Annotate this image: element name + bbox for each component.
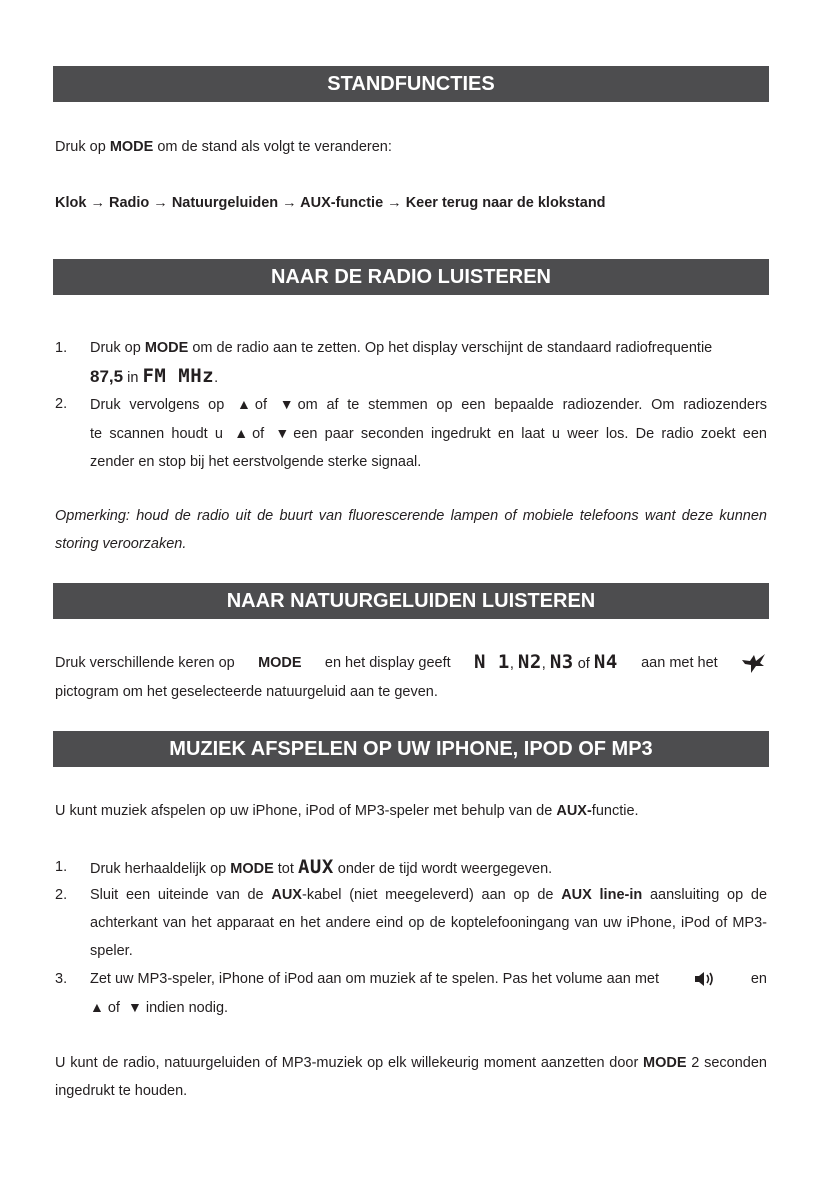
lcd-n1: N 1 [473,651,510,673]
step-number: 3. [55,971,68,987]
volume-icon [694,971,716,987]
section-heading-nature: NAAR NATUURGELUIDEN LUISTEREN [53,583,769,619]
nature-text: Druk verschillende keren op MODE en het display geeft N 1, N2, N3 of N4 aan met het pictogram om het geselecteerde natuurgeluid aan te geven. [55,648,767,706]
closing-text: U kunt de radio, natuurgeluiden of MP3-muziek op elk willekeurig moment aanzetten door MODE 2 seconden ingedrukt te houden. [55,1055,767,1099]
lcd-n4: N4 [593,651,618,673]
section-heading-standfuncties: STANDFUNCTIES [53,66,769,102]
up-arrow-icon: ▲ [237,396,251,412]
fm-mhz-display: FM MHz [142,365,215,387]
aux-step-3: Zet uw MP3-speler, iPhone of iPod aan om muziek af te spelen. Pas het volume aan met en ▲ of ▼ indien nodig. [90,965,767,1022]
mode-intro: Druk op MODE om de stand als volgt te veranderen: [55,139,392,155]
radio-note: Opmerking: houd de radio uit de buurt van fluorescerende lampen of mobiele telefoons want deze kunnen storing veroorzaken. [55,508,767,552]
step-number: 2. [55,396,68,412]
section-heading-radio: NAAR DE RADIO LUISTEREN [53,259,769,295]
section-heading-music: MUZIEK AFSPELEN OP UW IPHONE, IPOD OF MP3 [53,731,769,767]
step-number: 1. [55,859,68,875]
aux-step-2: Sluit een uiteinde van de AUX-kabel (niet meegeleverd) aan op de AUX line-in aansluiting op de achterkant van het apparaat en het andere eind op de koptelefooningang van uw iPhone, iPod of MP3-speler. [90,887,768,959]
step-number: 1. [55,340,68,356]
bird-icon [741,652,767,674]
aux-intro: U kunt muziek afspelen op uw iPhone, iPod of MP3-speler met behulp van de AUX-functie. [55,803,639,819]
radio-step-2: Druk vervolgens op ▲ of ▼ om af te stemmen op een bepaalde radiozender. Om radiozenders te scannen houdt u ▲ of ▼ een paar seconden ingedrukt en laat u weer los. De radio zoekt een zender en stop bij het eerstvolgende sterke signaal. [90,390,767,476]
up-arrow-icon: ▲ [90,999,104,1015]
aux-step-1: Druk herhaaldelijk op MODE tot AUX onder de tijd wordt weergegeven. [90,856,553,878]
frequency-value: 87,5 [90,367,124,386]
mode-sequence: Klok → Radio → Natuurgeluiden → AUX-functie → Keer terug naar de klokstand [55,195,606,211]
lcd-n3: N3 [549,651,574,673]
radio-step-1: Druk op MODE om de radio aan te zetten. Op het display verschijnt de standaard radiofrequentie 87,5 in FM MHz. [90,340,713,387]
down-arrow-icon: ▼ [279,396,294,412]
step-number: 2. [55,887,68,903]
lcd-n2: N2 [517,651,542,673]
down-arrow-icon: ▼ [275,425,290,441]
aux-display: AUX [297,856,334,878]
down-arrow-icon: ▼ [127,999,142,1015]
up-arrow-icon: ▲ [234,425,249,441]
